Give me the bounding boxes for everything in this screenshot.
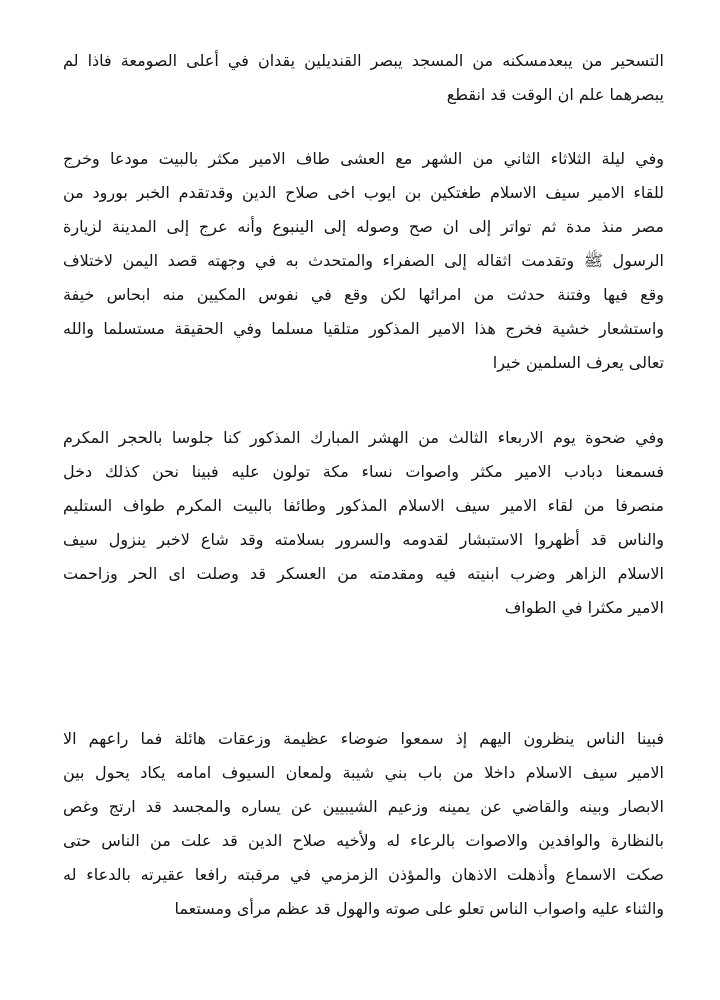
text-line: الامير سيف الاسلام داخلا من باب بني شيبة ولمعان السيوف امامه يكاد يحول بين	[63, 763, 664, 782]
text-line: الابصار وبينه والقاضي عن يمينه وزعيم الشيبيين عن يساره والمجسد قد ارتج وغص	[63, 797, 664, 816]
text-line: فبينا الناس ينظرون اليهم إذ سمعوا ضوضاء عظيمة وزعقات هائلة فما راعهم الا	[63, 729, 664, 748]
text-line: وقع فيها وفتنة حدثت من امرائها لكن وقع في نفوس المكيين منه ابحاس خيفة	[63, 285, 664, 304]
text-line: وفي ليلة الثلاثاء الثاني من الشهر مع العشى طاف الامير مكثر بالبيت مودعا وخرج	[63, 149, 664, 168]
paragraph-4	[63, 722, 664, 926]
text-line: والثناء عليه واصواب الناس تعلو على صوته والهول قد عظم مرأى ومستعما	[174, 899, 664, 918]
text-line: التسحير من يبعدمسكنه من المسجد يبصر القنديلين يقدان في أعلى الصومعة فاذا لم	[63, 51, 664, 70]
text-line: تعالى يعرف السلمين خيرا	[492, 353, 664, 372]
paragraph-3	[63, 421, 664, 625]
text-line: يبصرهما علم ان الوقت قد انقطع	[446, 85, 664, 104]
text-line: فسمعنا دبادب الامير مكثر واصوات نساء مكة تولون عليه فبينا نحن كذلك دخل	[63, 462, 664, 481]
text-line: الاسلام الزاهر وضرب ابنيته فيه ومقدمته من العسكر قد وصلت اى الحر وزاحمت	[63, 564, 664, 583]
text-line: للقاء الامير سيف الاسلام طغتكين بن ايوب اخى صلاح الدين وقدتقدم الخبر بورود من	[63, 183, 664, 202]
text-line: الامير مكثرا في الطواف	[504, 598, 664, 617]
text-line: الرسول ﷺ وتقدمت اثقاله إلى الصفراء والمتحدث به في وجهته قصد اليمن لاختلاف	[63, 251, 664, 270]
text-line: مصر منذ مدة ثم تواتر إلى ان صح وصوله إلى الينبوع وأنه عرج إلى المدينة لزيارة	[63, 217, 664, 236]
text-line: واستشعار خشية فخرج هذا الامير المذكور متلقيا مسلما وفي الحقيقة مستسلما والله	[63, 319, 664, 338]
text-line: بالنظارة والوافدين والاصوات بالرعاء له ولأخيه صلاح الدين قد علت من الناس حتى	[63, 831, 664, 850]
text-line: والناس قد أظهروا الاستبشار لقدومه والسرور بسلامته وقد شاع لاخبر ينزول سيف	[63, 530, 664, 549]
paragraph-1	[63, 44, 664, 112]
text-line: وفي ضحوة يوم الاربعاء الثالث من الهشر المبارك المذكور كنا جلوسا بالحجر المكرم	[63, 428, 664, 447]
text-line: منصرفا من لقاء الامير سيف الاسلام المذكور وطائفا بالبيت المكرم طواف الستليم	[63, 496, 664, 515]
text-line: صكت الاسماع وأذهلت الاذهان والمؤذن الزمزمي في مرقبته رافعا عقيرته بالدعاء له	[63, 865, 664, 884]
paragraph-2	[63, 142, 664, 380]
